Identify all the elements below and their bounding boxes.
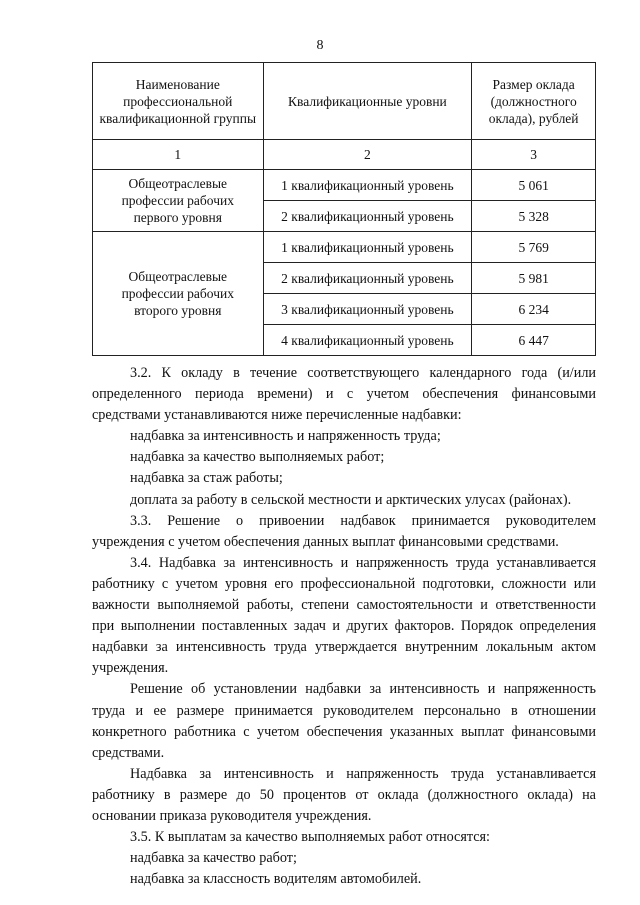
header-group-name: Наименование профессиональной квалификационной группы <box>93 63 264 140</box>
salary-value: 6 447 <box>472 325 596 356</box>
paragraph: Надбавка за интенсивность и напряженность труда устанавливается работнику в размере до 50 процентов от оклада (должностного оклада) на основании приказа руководителя учреждения. <box>92 765 596 824</box>
qualification-level: 2 квалификационный уровень <box>263 263 472 294</box>
salary-value: 5 769 <box>472 232 596 263</box>
list-item: надбавка за классность водителям автомобилей. <box>130 871 422 888</box>
group-name: Общеотраслевые профессии рабочих первого уровня <box>93 170 264 232</box>
list-item: надбавка за качество работ; <box>130 850 297 867</box>
paragraph: 3.4. Надбавка за интенсивность и напряженность труда устанавливается работнику с учетом уровня его профессиональной подготовки, сложности или важности выполняемой работы, степени самостоятельности и ответственности при выполнении поставленных задач и других факторов. Порядок определения надбавки за интенсивность труда утверждается внутренним локальным актом учреждения. <box>92 554 596 677</box>
list-item: надбавка за качество выполняемых работ; <box>130 449 385 466</box>
header-salary: Размер оклада (должностного оклада), рублей <box>472 63 596 140</box>
salary-value: 5 981 <box>472 263 596 294</box>
table-column-numbers-row <box>93 140 596 170</box>
qualification-level: 1 квалификационный уровень <box>263 170 472 201</box>
salary-value: 5 061 <box>472 170 596 201</box>
list-item: надбавка за стаж работы; <box>130 470 283 487</box>
column-number: 3 <box>472 140 596 170</box>
table-header-row <box>93 63 596 140</box>
qualification-level: 1 квалификационный уровень <box>263 232 472 263</box>
table-row <box>93 232 596 263</box>
table-row <box>93 170 596 201</box>
qualification-level: 3 квалификационный уровень <box>263 294 472 325</box>
qualification-level: 2 квалификационный уровень <box>263 201 472 232</box>
paragraph: 3.3. Решение о привоении надбавок принимается руководителем учреждения с учетом обеспечения данных выплат финансовыми средствами. <box>92 512 596 550</box>
paragraph: Решение об установлении надбавки за интенсивность и напряженность труда и ее размере принимается руководителем персонально в отношении конкретного работника с учетом обеспечения указанных выплат финансовыми средствами. <box>92 681 596 761</box>
column-number: 1 <box>93 140 264 170</box>
group-name: Общеотраслевые профессии рабочих второго уровня <box>93 232 264 356</box>
qualification-level: 4 квалификационный уровень <box>263 325 472 356</box>
salary-table <box>92 62 596 356</box>
document-body <box>92 363 596 890</box>
paragraph: 3.5. К выплатам за качество выполняемых работ относятся: <box>130 829 490 846</box>
page-number: 8 <box>316 38 324 53</box>
salary-value: 5 328 <box>472 201 596 232</box>
list-item: надбавка за интенсивность и напряженность труда; <box>130 428 441 445</box>
paragraph: 3.2. К окладу в течение соответствующего календарного года (и/или определенного периода времени) и с учетом обеспечения финансовыми средствами устанавливаются ниже перечисленные надбавки: <box>92 365 596 424</box>
salary-value: 6 234 <box>472 294 596 325</box>
list-item: доплата за работу в сельской местности и арктических улусах (районах). <box>130 491 572 508</box>
header-qualification-levels: Квалификационные уровни <box>263 63 472 140</box>
column-number: 2 <box>263 140 472 170</box>
